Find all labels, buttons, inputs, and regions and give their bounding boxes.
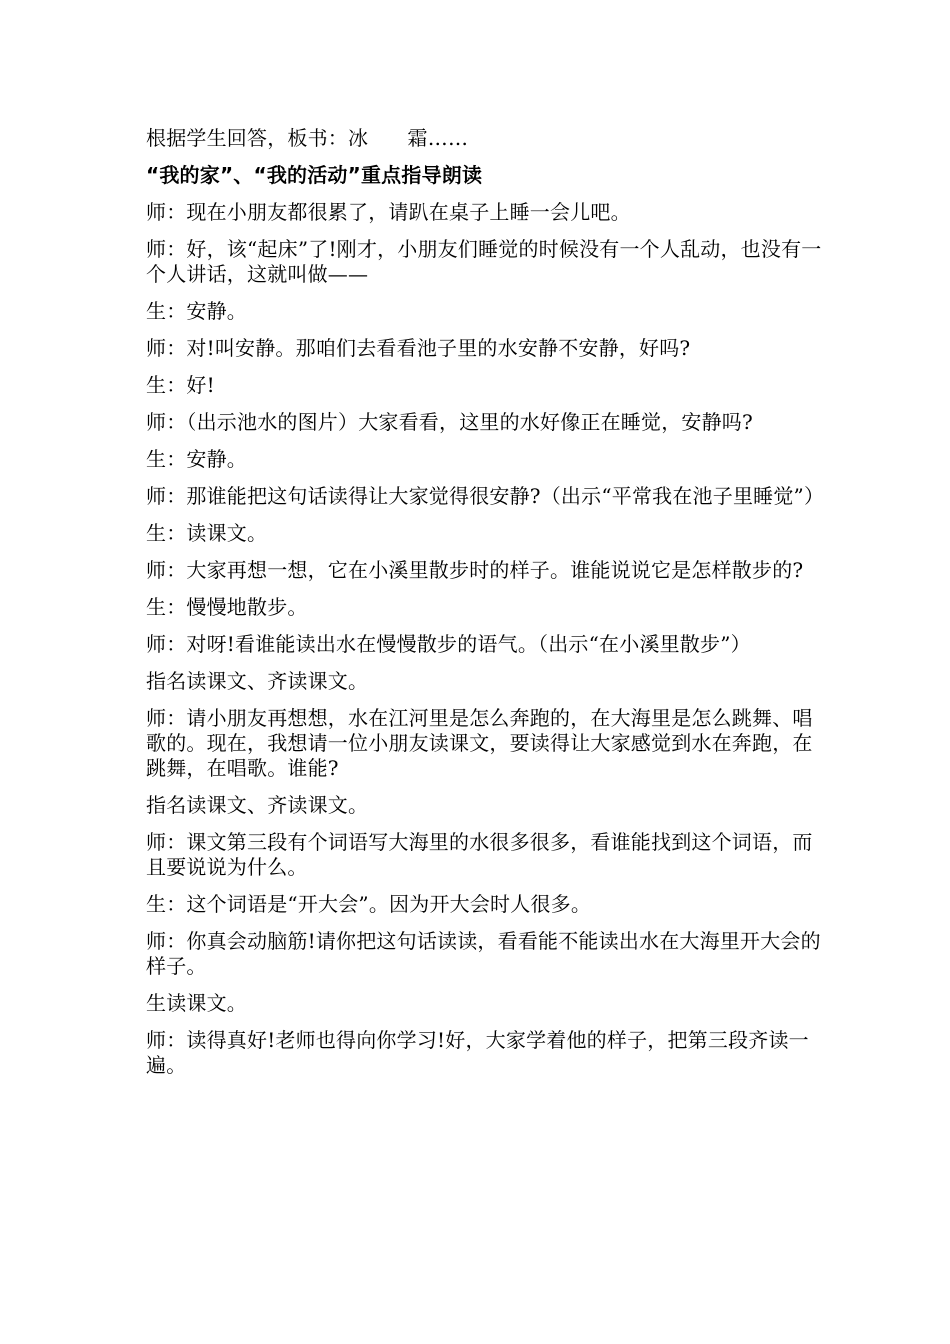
paragraph: 生读课文。 (146, 991, 247, 1015)
paragraph-blackboard: 根据学生回答，板书：冰 霜…… (146, 126, 469, 150)
paragraph: 生：安静。 (146, 447, 247, 471)
paragraph: 师：请小朋友再想想，水在江河里是怎么奔跑的，在大海里是怎么跳舞、唱歌的。现在，我想请一位小朋友读课文，要读得让大家感觉到水在奔跑，在跳舞，在唱歌。谁能? (146, 706, 813, 780)
paragraph: 师：（出示池水的图片）大家看看，这里的水好像正在睡觉，安静吗? (146, 410, 753, 434)
paragraph: 师：对!叫安静。那咱们去看看池子里的水安静不安静，好吗? (146, 336, 691, 360)
paragraph: 生：慢慢地散步。 (146, 595, 308, 619)
paragraph: 师：好，该“起床”了!刚才，小朋友们睡觉的时候没有一个人乱动，也没有一个人讲话，这就叫做—— (146, 237, 822, 286)
paragraph: 师：你真会动脑筋!请你把这句话读读，看看能不能读出水在大海里开大会的样子。 (146, 929, 821, 978)
paragraph: 师：那谁能把这句话读得让大家觉得很安静?（出示“平常我在池子里睡觉”） (146, 484, 825, 508)
paragraph: 师：读得真好!老师也得向你学习!好，大家学着他的样子，把第三段齐读一遍。 (146, 1028, 809, 1077)
paragraph: 生：读课文。 (146, 521, 268, 545)
section-heading: “我的家”、“我的活动”重点指导朗读 (146, 163, 483, 187)
paragraph: 生：好! (146, 373, 215, 397)
paragraph: 指名读课文、齐读课文。 (146, 793, 369, 817)
paragraph: 师：课文第三段有个词语写大海里的水很多很多，看谁能找到这个词语，而且要说说为什么。 (146, 830, 813, 879)
paragraph: 师：对呀!看谁能读出水在慢慢散步的语气。（出示“在小溪里散步”） (146, 632, 751, 656)
paragraph: 生：这个词语是“开大会”。因为开大会时人很多。 (146, 892, 592, 916)
document-page (146, 126, 826, 1090)
paragraph: 师：现在小朋友都很累了，请趴在桌子上睡一会儿吧。 (146, 200, 631, 224)
paragraph: 生：安静。 (146, 299, 247, 323)
paragraph: 师：大家再想一想，它在小溪里散步时的样子。谁能说说它是怎样散步的? (146, 558, 804, 582)
paragraph: 指名读课文、齐读课文。 (146, 669, 369, 693)
